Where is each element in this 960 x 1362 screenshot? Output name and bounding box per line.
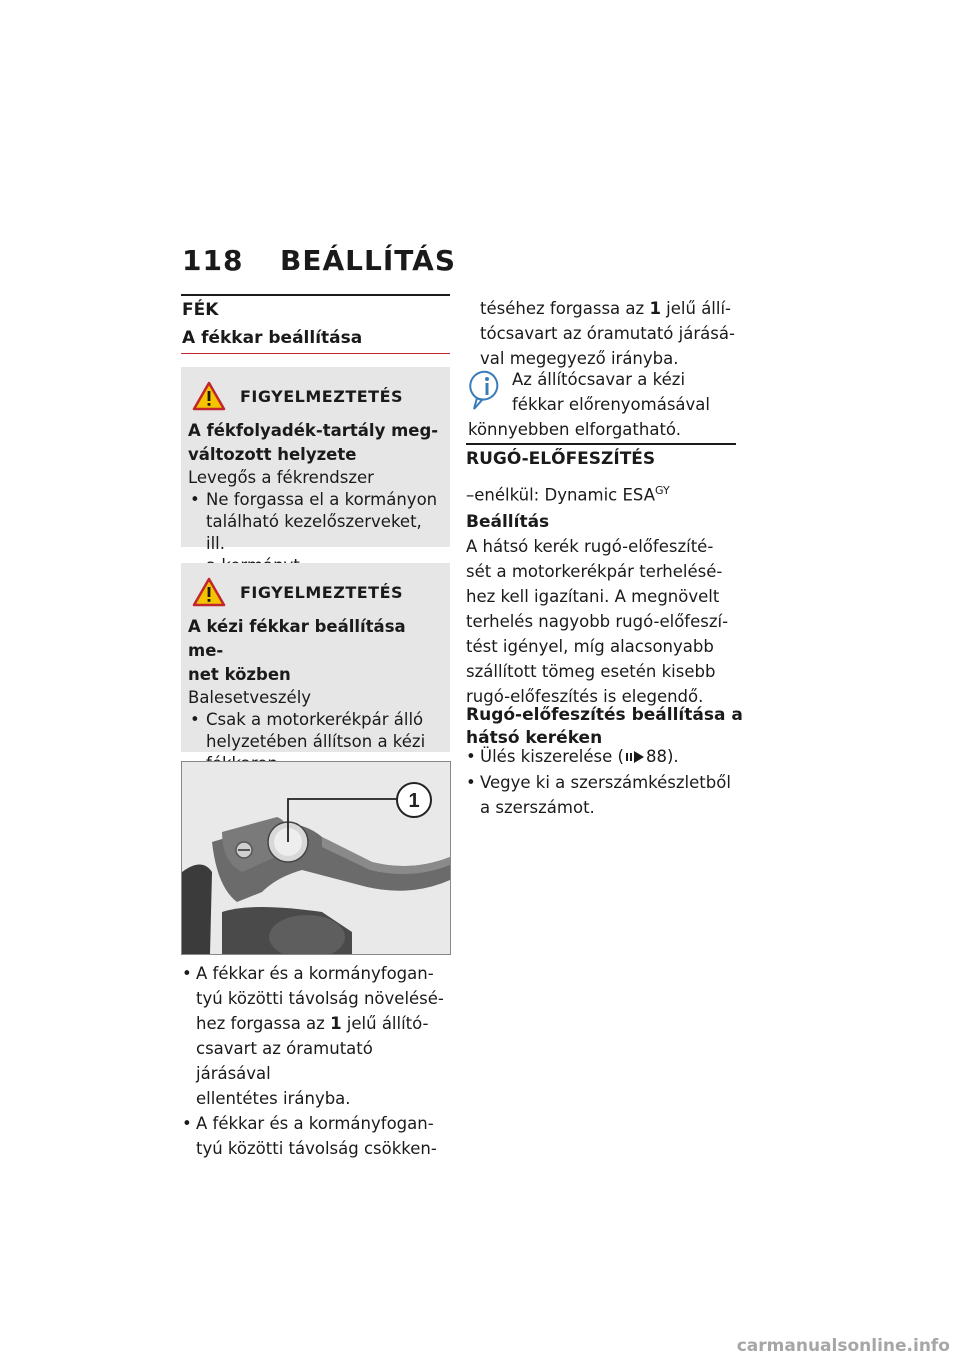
- warning-title: FIGYELMEZTETÉS: [240, 582, 404, 602]
- page-reference-arrow-icon: [626, 745, 644, 770]
- warning-subtitle-line: változott helyzete: [188, 445, 357, 464]
- text-span: –enélkül: Dynamic ESA: [466, 485, 655, 505]
- subsection-title-brake-lever: A fékkar beállítása: [182, 328, 363, 348]
- warning-subtitle-line: net közben: [188, 665, 291, 684]
- text-line: terhelés nagyobb rugó-előfeszí-: [466, 612, 729, 631]
- callout-label: 1: [408, 790, 420, 812]
- page-header: [182, 244, 456, 277]
- variant-note: [466, 478, 670, 508]
- callout-ref: 1: [330, 1014, 342, 1033]
- text-span: ).: [666, 747, 679, 766]
- superscript: GY: [655, 484, 670, 497]
- subsection-title-setting: Beállítás: [466, 512, 550, 532]
- list-item: [182, 961, 452, 1111]
- spring-paragraph: [466, 534, 738, 709]
- text-line: • A fékkar és a kormányfogan-: [196, 964, 434, 983]
- warning-box-2: [181, 563, 450, 752]
- text-line: [480, 296, 742, 321]
- text-line: • Vegye ki a szerszámkészletből: [480, 773, 731, 792]
- bullet-line: • Csak a motorkerékpár álló: [206, 710, 424, 729]
- step-continuation: [480, 296, 742, 371]
- spring-steps: [466, 744, 738, 820]
- warning-triangle-icon: [192, 381, 226, 411]
- text-line: ellentétes irányba.: [196, 1089, 351, 1108]
- warning-subtitle-line: A fékfolyadék-tartály meg-: [188, 421, 439, 440]
- warning-title: FIGYELMEZTETÉS: [240, 386, 404, 406]
- list-item: [466, 770, 738, 820]
- text-line: csavart az óramutató járásával: [196, 1039, 373, 1083]
- warning-box-1: [181, 367, 450, 553]
- text-span: jelű állí-: [660, 299, 732, 318]
- section-title-spring: RUGÓ-ELŐFESZÍTÉS: [466, 449, 656, 469]
- warning-hazard: Balesetveszély: [188, 688, 312, 707]
- brake-lever-drawing: [182, 762, 450, 954]
- chapter-title: BEÁLLÍTÁS: [280, 244, 457, 277]
- section-title-brake: FÉK: [182, 300, 219, 320]
- text-line: tyú közötti távolság növelésé-: [196, 989, 444, 1008]
- text-line: tócsavart az óramutató járásá-: [480, 324, 735, 343]
- text-line: [196, 1011, 452, 1036]
- section-rule: [466, 443, 736, 445]
- bullet-line: helyzetében állítson a kézi: [206, 732, 426, 751]
- text-span: téséhez forgassa az: [480, 299, 650, 318]
- bullet-line: található kezelőszerveket, ill.: [206, 512, 422, 553]
- text-line: szállított tömeg esetén kisebb: [466, 662, 716, 681]
- subsection-rule: [181, 353, 450, 354]
- text-line: • A fékkar és a kormányfogan-: [196, 1114, 434, 1133]
- heading-line: hátsó keréken: [466, 728, 603, 748]
- text-span: Ülés kiszerelése (: [480, 747, 624, 766]
- text-line: val megegyező irányba.: [480, 349, 679, 368]
- warning-hazard: Levegős a fékrendszer: [188, 468, 374, 487]
- heading-line: Rugó-előfeszítés beállítása a: [466, 705, 743, 725]
- text-span: hez forgassa az: [196, 1014, 331, 1033]
- page-reference[interactable]: 88: [645, 747, 667, 766]
- text-line: Az állítócsavar a kézi: [512, 370, 686, 389]
- step-list-left: [182, 961, 452, 1161]
- section-rule: [181, 294, 450, 296]
- info-icon: [468, 369, 506, 413]
- warning-subtitle: [188, 615, 443, 687]
- text-line: könnyebben elforgatható.: [468, 420, 681, 439]
- bullet-line: • Ne forgassa el a kormányon: [206, 490, 438, 509]
- list-item: [466, 744, 738, 770]
- brake-lever-illustration: [181, 761, 451, 955]
- warning-subtitle: [188, 419, 443, 467]
- warning-triangle-icon: [192, 577, 226, 607]
- text-line: fékkar előrenyomásával: [512, 395, 710, 414]
- text-line: A hátsó kerék rugó-előfeszíté-: [466, 537, 714, 556]
- list-item: [182, 1111, 452, 1161]
- text-line: sét a motorkerékpár terhelésé-: [466, 562, 723, 581]
- text-line: hez kell igazítani. A megnövelt: [466, 587, 720, 606]
- text-line: rugó-előfeszítés is elegendő.: [466, 687, 704, 706]
- text-line: tést igényel, míg alacsonyabb: [466, 637, 714, 656]
- text-line: tyú közötti távolság csökken-: [196, 1139, 437, 1158]
- callout-ref: 1: [649, 299, 661, 318]
- text-line: a szerszámot.: [480, 798, 595, 817]
- text-span: jelű állító-: [341, 1014, 429, 1033]
- warning-subtitle-line: A kézi fékkar beállítása me-: [188, 617, 406, 660]
- watermark: carmanualsonline.info: [736, 1336, 950, 1356]
- page-number: 118: [182, 244, 244, 277]
